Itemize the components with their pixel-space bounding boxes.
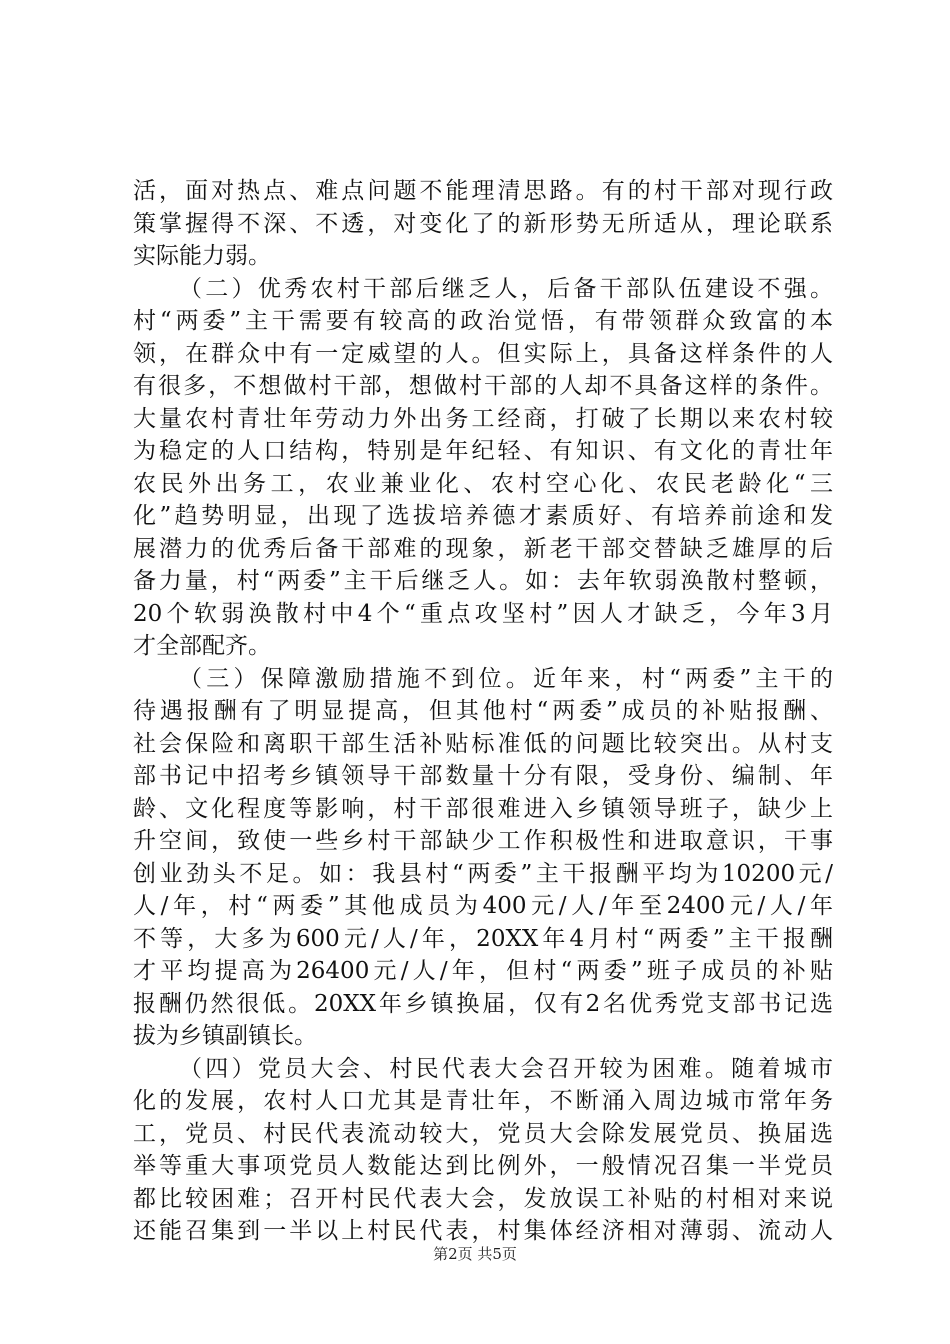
text-line: 升空间，致使一些乡村干部缺少工作积极性和进取意识，干事 <box>133 828 833 854</box>
document-body <box>133 175 833 1248</box>
text-line: 都比较困难；召开村民代表大会，发放误工补贴的村相对来说 <box>133 1185 833 1212</box>
text-line: 才平均提高为26400元/人/年，但村“两委”班子成员的补贴 <box>133 958 833 984</box>
text-line: 为稳定的人口结构，特别是年纪轻、有知识、有文化的青壮年 <box>133 438 833 464</box>
text-line: 活，面对热点、难点问题不能理清思路。有的村干部对现行政 <box>133 178 833 204</box>
text-line: 工，党员、村民代表流动较大，党员大会除发展党员、换届选 <box>133 1120 833 1147</box>
text-line: 策掌握得不深、不透，对变化了的新形势无所适从，理论联系 <box>133 210 833 237</box>
text-line: 村“两委”主干需要有较高的政治觉悟，有带领群众致富的本 <box>133 308 833 334</box>
text-line: 化”趋势明显，出现了选拔培养德才素质好、有培养前途和发 <box>133 503 833 529</box>
text-line: 人/年，村“两委”其他成员为400元/人/年至2400元/人/年 <box>133 893 833 919</box>
text-line: 实际能力弱。 <box>133 243 271 269</box>
paragraph-first-line: （四）党员大会、村民代表大会召开较为困难。随着城市 <box>179 1055 833 1082</box>
text-line: 待遇报酬有了明显提高，但其他村“两委”成员的补贴报酬、 <box>133 698 833 724</box>
text-line: 还能召集到一半以上村民代表，村集体经济相对薄弱、流动人 <box>133 1218 833 1244</box>
text-line: 报酬仍然很低。20XX年乡镇换届，仅有2名优秀党支部书记选 <box>133 990 833 1017</box>
text-line: 化的发展，农村人口尤其是青壮年，不断涌入周边城市常年务 <box>133 1088 833 1114</box>
paragraph-first-line: （三）保障激励措施不到位。近年来，村“两委”主干的 <box>179 665 833 692</box>
text-line: 部书记中招考乡镇领导干部数量十分有限，受身份、编制、年 <box>133 763 833 789</box>
text-line: 大量农村青壮年劳动力外出务工经商，打破了长期以来农村较 <box>133 405 833 432</box>
text-line: 有很多，不想做村干部，想做村干部的人却不具备这样的条件。 <box>133 373 833 399</box>
page-footer: 第2页 共5页 <box>433 1245 517 1263</box>
text-line: 举等重大事项党员人数能达到比例外，一般情况召集一半党员 <box>133 1153 833 1179</box>
text-line: 农民外出务工，农业兼业化、农村空心化、农民老龄化“三 <box>133 470 833 497</box>
text-line: 龄、文化程度等影响，村干部很难进入乡镇领导班子，缺少上 <box>133 795 833 822</box>
text-line: 社会保险和离职干部生活补贴标准低的问题比较突出。从村支 <box>133 730 833 757</box>
text-line: 创业劲头不足。如：我县村“两委”主干报酬平均为10200元/ <box>133 860 833 887</box>
text-line: 备力量，村“两委”主干后继乏人。如：去年软弱涣散村整顿， <box>133 568 833 594</box>
text-line: 展潜力的优秀后备干部难的现象，新老干部交替缺乏雄厚的后 <box>133 535 833 562</box>
text-line: 才全部配齐。 <box>133 633 271 659</box>
text-line: 不等，大多为600元/人/年，20XX年4月村“两委”主干报酬 <box>133 925 833 952</box>
text-line: 拔为乡镇副镇长。 <box>133 1023 317 1049</box>
text-line: 20个软弱涣散村中4个“重点攻坚村”因人才缺乏，今年3月 <box>133 600 833 627</box>
text-line: 领，在群众中有一定威望的人。但实际上，具备这样条件的人 <box>133 340 833 367</box>
paragraph-first-line: （二）优秀农村干部后继乏人，后备干部队伍建设不强。 <box>179 275 833 302</box>
